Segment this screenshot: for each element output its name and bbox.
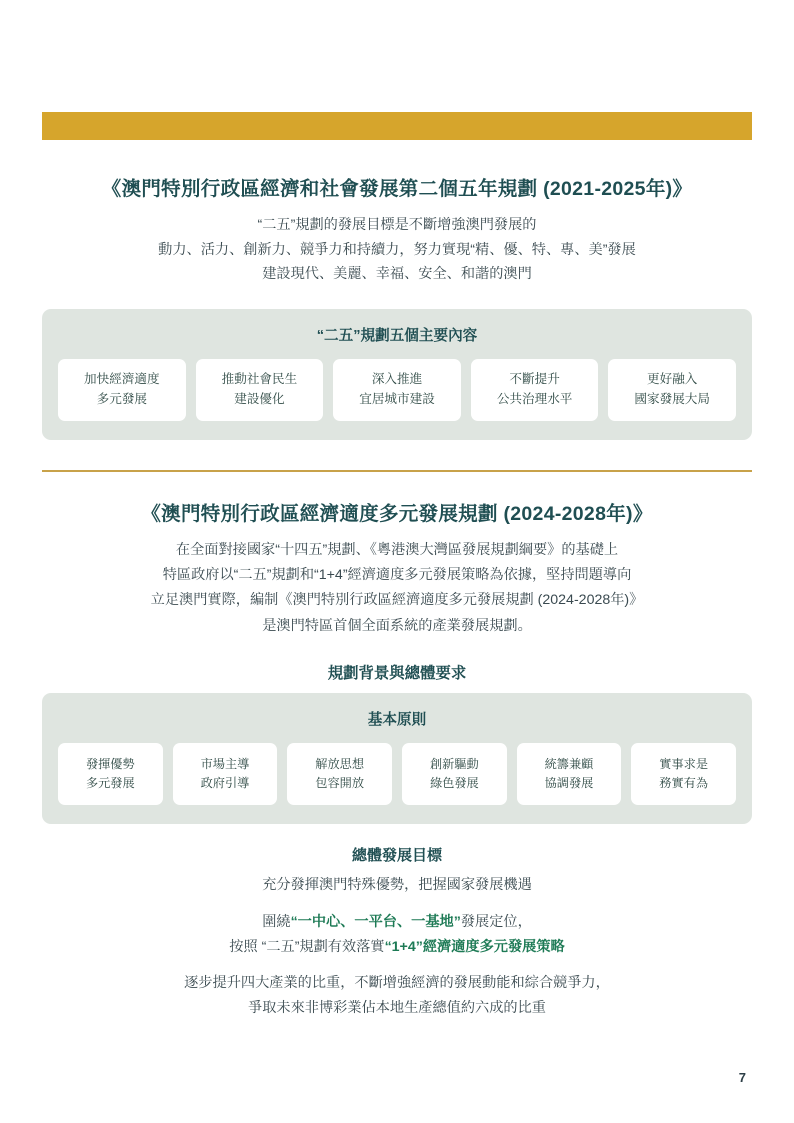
goal-line-2-accent: “一中心、一平台、一基地” xyxy=(290,913,461,930)
card-item: 創新驅動 綠色發展 xyxy=(402,743,507,805)
section1-lede-line: 建設現代、美麗、幸福、安全、和諧的澳門 xyxy=(262,266,532,283)
goal-line-2-pre: 圍繞 xyxy=(262,913,291,930)
section1-lede-line: “二五”規劃的發展目標是不斷增強澳門發展的 xyxy=(257,217,537,234)
section1-card-list xyxy=(58,359,736,421)
section1-title: 《澳門特別行政區經濟和社會發展第二個五年規劃 (2021-2025年)》 xyxy=(101,178,693,200)
section2-paragraph-line: 特區政府以“二五”規劃和“1+4”經濟適度多元發展策略為依據，堅持問題導向 xyxy=(162,567,632,584)
card-item: 不斷提升 公共治理水平 xyxy=(471,359,599,421)
card-item: 深入推進 宜居城市建設 xyxy=(333,359,461,421)
section1-lede xyxy=(42,213,752,286)
goal-head: 總體發展目標 xyxy=(351,846,442,864)
card-item: 實事求是 務實有為 xyxy=(631,743,736,805)
section2-paragraph xyxy=(42,538,752,639)
section2-panel xyxy=(42,693,752,824)
goal-line-3 xyxy=(42,935,752,960)
section2-card-list xyxy=(58,743,736,805)
goal-line-1: 充分發揮澳門特殊優勢，把握國家發展機遇 xyxy=(262,876,532,893)
section1-panel-title: “二五”規劃五個主要內容 xyxy=(316,327,478,344)
section1-panel xyxy=(42,309,752,440)
goal-line-3-pre: 按照 “二五”規劃有效落實 xyxy=(229,938,385,955)
section2-paragraph-line: 立足澳門實際，編制《澳門特別行政區經濟適度多元發展規劃 (2024-2028年)》 xyxy=(150,592,644,609)
section2 xyxy=(42,500,752,1022)
section2-sub-head: 規劃背景與總體要求 xyxy=(327,664,467,682)
goal-line-5: 爭取未來非博彩業佔本地生產總值約六成的比重 xyxy=(248,1000,546,1017)
goal-line-3-accent: “1+4”經濟適度多元發展策略 xyxy=(384,938,565,955)
section2-title: 《澳門特別行政區經濟適度多元發展規劃 (2024-2028年)》 xyxy=(141,502,653,525)
card-item: 解放思想 包容開放 xyxy=(287,743,392,805)
goal-line-2 xyxy=(42,910,752,935)
section1-lede-line: 動力、活力、創新力、競爭力和持續力，努力實現“精、優、特、專、美”發展 xyxy=(158,241,636,258)
section2-paragraph-line: 是澳門特區首個全面系統的產業發展規劃。 xyxy=(262,617,532,634)
goal-line-4: 逐步提升四大產業的比重，不斷增強經濟的發展動能和綜合競爭力， xyxy=(184,975,610,992)
card-item: 加快經濟適度 多元發展 xyxy=(58,359,186,421)
card-item: 更好融入 國家發展大局 xyxy=(608,359,736,421)
goal-line-2-post: 發展定位， xyxy=(460,913,532,930)
card-item: 統籌兼顧 協調發展 xyxy=(517,743,622,805)
top-accent-bar xyxy=(42,112,752,140)
card-item: 推動社會民生 建設優化 xyxy=(196,359,324,421)
page-number: 7 xyxy=(738,1070,746,1085)
page-content xyxy=(42,175,752,1021)
card-item: 市場主導 政府引導 xyxy=(173,743,278,805)
section-divider xyxy=(42,470,752,472)
card-item: 發揮優勢 多元發展 xyxy=(58,743,163,805)
section2-paragraph-line: 在全面對接國家“十四五”規劃、《粵港澳大灣區發展規劃綱要》的基礎上 xyxy=(175,541,619,558)
section2-panel-title: 基本原則 xyxy=(367,711,427,728)
